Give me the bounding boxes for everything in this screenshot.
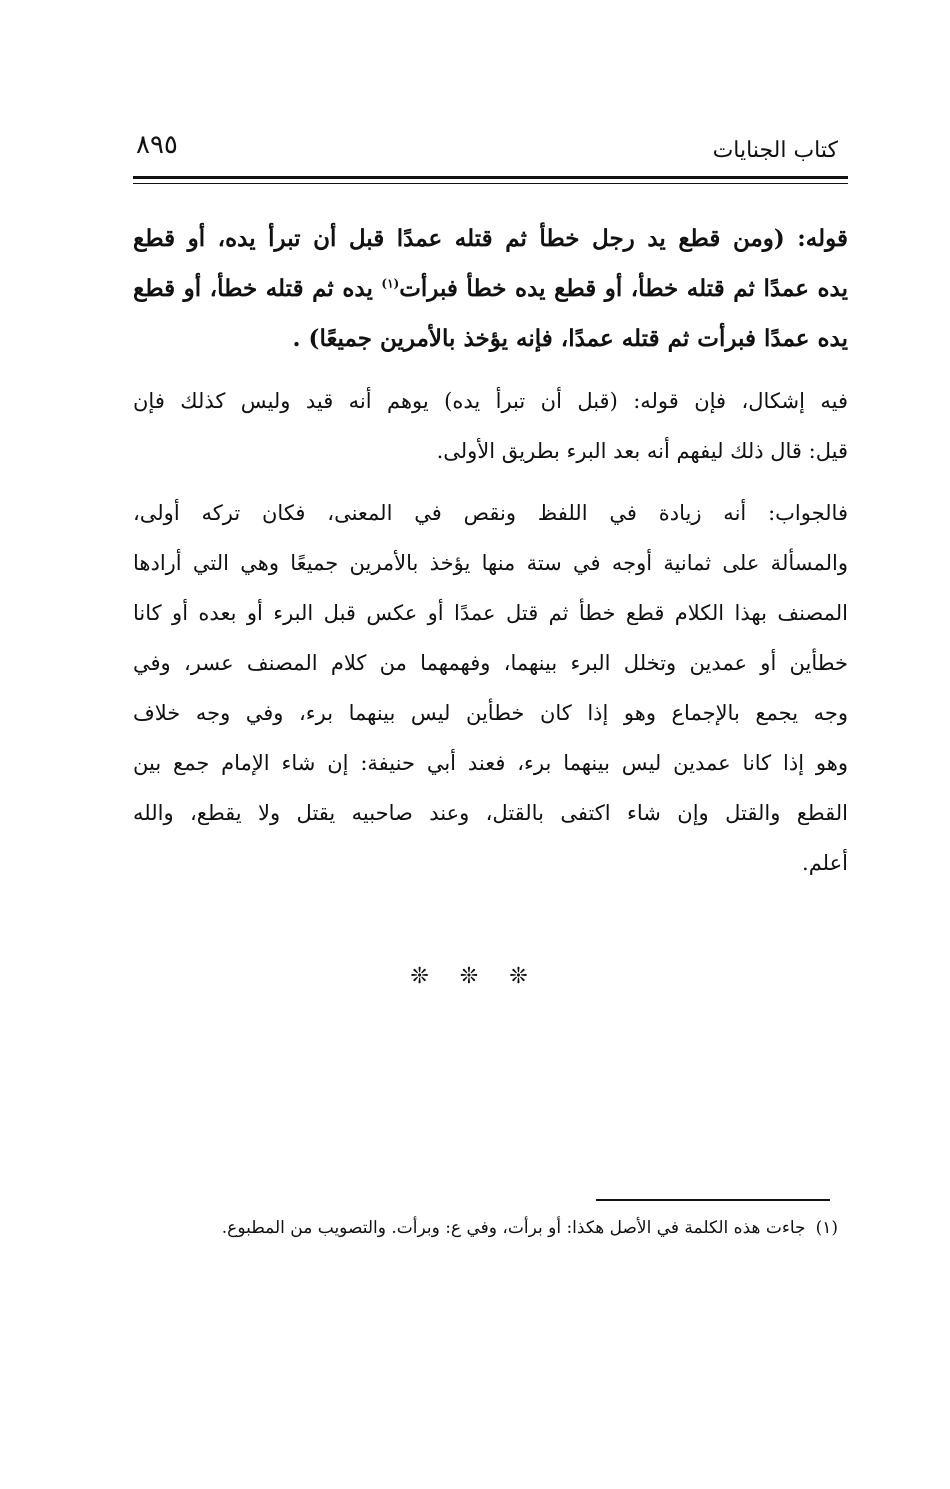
- quote-line-tail: يده ثم قتله خطأ، أو قطع: [133, 275, 382, 302]
- paragraph-line: والمسألة على ثمانية أوجه في ستة منها يؤخذ بالأمرين جميعًا وهي التي أرادها: [133, 551, 848, 575]
- quote-line-head: يده عمدًا ثم قتله خطأ، أو قطع يده خطأ فبرأت: [399, 275, 848, 302]
- paragraph-line: المصنف بهذا الكلام قطع خطأ ثم قتل عمدًا أو عكس قبل البرء أو بعده أو كانا: [133, 601, 848, 625]
- section-separator-stars: ❊ ❊ ❊: [410, 964, 540, 989]
- paragraph-line: فالجواب: أنه زيادة في اللفظ ونقص في المعنى، فكان تركه أولى،: [133, 501, 848, 525]
- paragraph-line: وهو إذا كانا عمدين ليس بينهما برء، فعند أبي حنيفة: إن شاء الإمام جمع بين: [133, 751, 848, 775]
- commentary-paragraph-2: [133, 488, 848, 888]
- page-number: ٨٩٥: [136, 130, 178, 160]
- quote-line: [133, 264, 848, 314]
- paragraph-line: وجه يجمع بالإجماع وهو إذا كان خطأين ليس بينهما برء، وفي وجه خلاف: [133, 701, 848, 725]
- paragraph-line: فيه إشكال، فإن قوله: (قبل أن تبرأ يده) يوهم أنه قيد وليس كذلك فإن: [133, 389, 848, 413]
- footnote-text: جاءت هذه الكلمة في الأصل هكذا: أو برأت، وفي ع: وبرأت. والتصويب من المطبوع.: [221, 1218, 806, 1238]
- paragraph-line: القطع والقتل وإن شاء اكتفى بالقتل، وعند صاحبيه يقتل ولا يقطع، والله: [133, 801, 848, 825]
- quote-line: قوله: (ومن قطع يد رجل خطأ ثم قتله عمدًا قبل أن تبرأ يده، أو قطع: [133, 225, 848, 252]
- quoted-matn: [133, 214, 848, 364]
- footnote: [222, 1218, 838, 1238]
- quote-line: يده عمدًا فبرأت ثم قتله عمدًا، فإنه يؤخذ بالأمرين جميعًا) .: [292, 325, 848, 352]
- header-rule-thick: [133, 176, 848, 179]
- footnote-rule: [596, 1199, 830, 1201]
- commentary-paragraph-1: [133, 376, 848, 476]
- footnote-reference: (١): [381, 276, 400, 291]
- footnote-number: (١): [815, 1218, 838, 1238]
- paragraph-line: قيل: قال ذلك ليفهم أنه بعد البرء بطريق الأولى.: [436, 439, 848, 463]
- paragraph-line: أعلم.: [802, 851, 848, 875]
- running-title: كتاب الجنايات: [712, 138, 838, 163]
- paragraph-line: خطأين أو عمدين وتخلل البرء بينهما، وفهمهما من كلام المصنف عسر، وفي: [133, 651, 848, 675]
- header-rule-thin: [133, 183, 848, 184]
